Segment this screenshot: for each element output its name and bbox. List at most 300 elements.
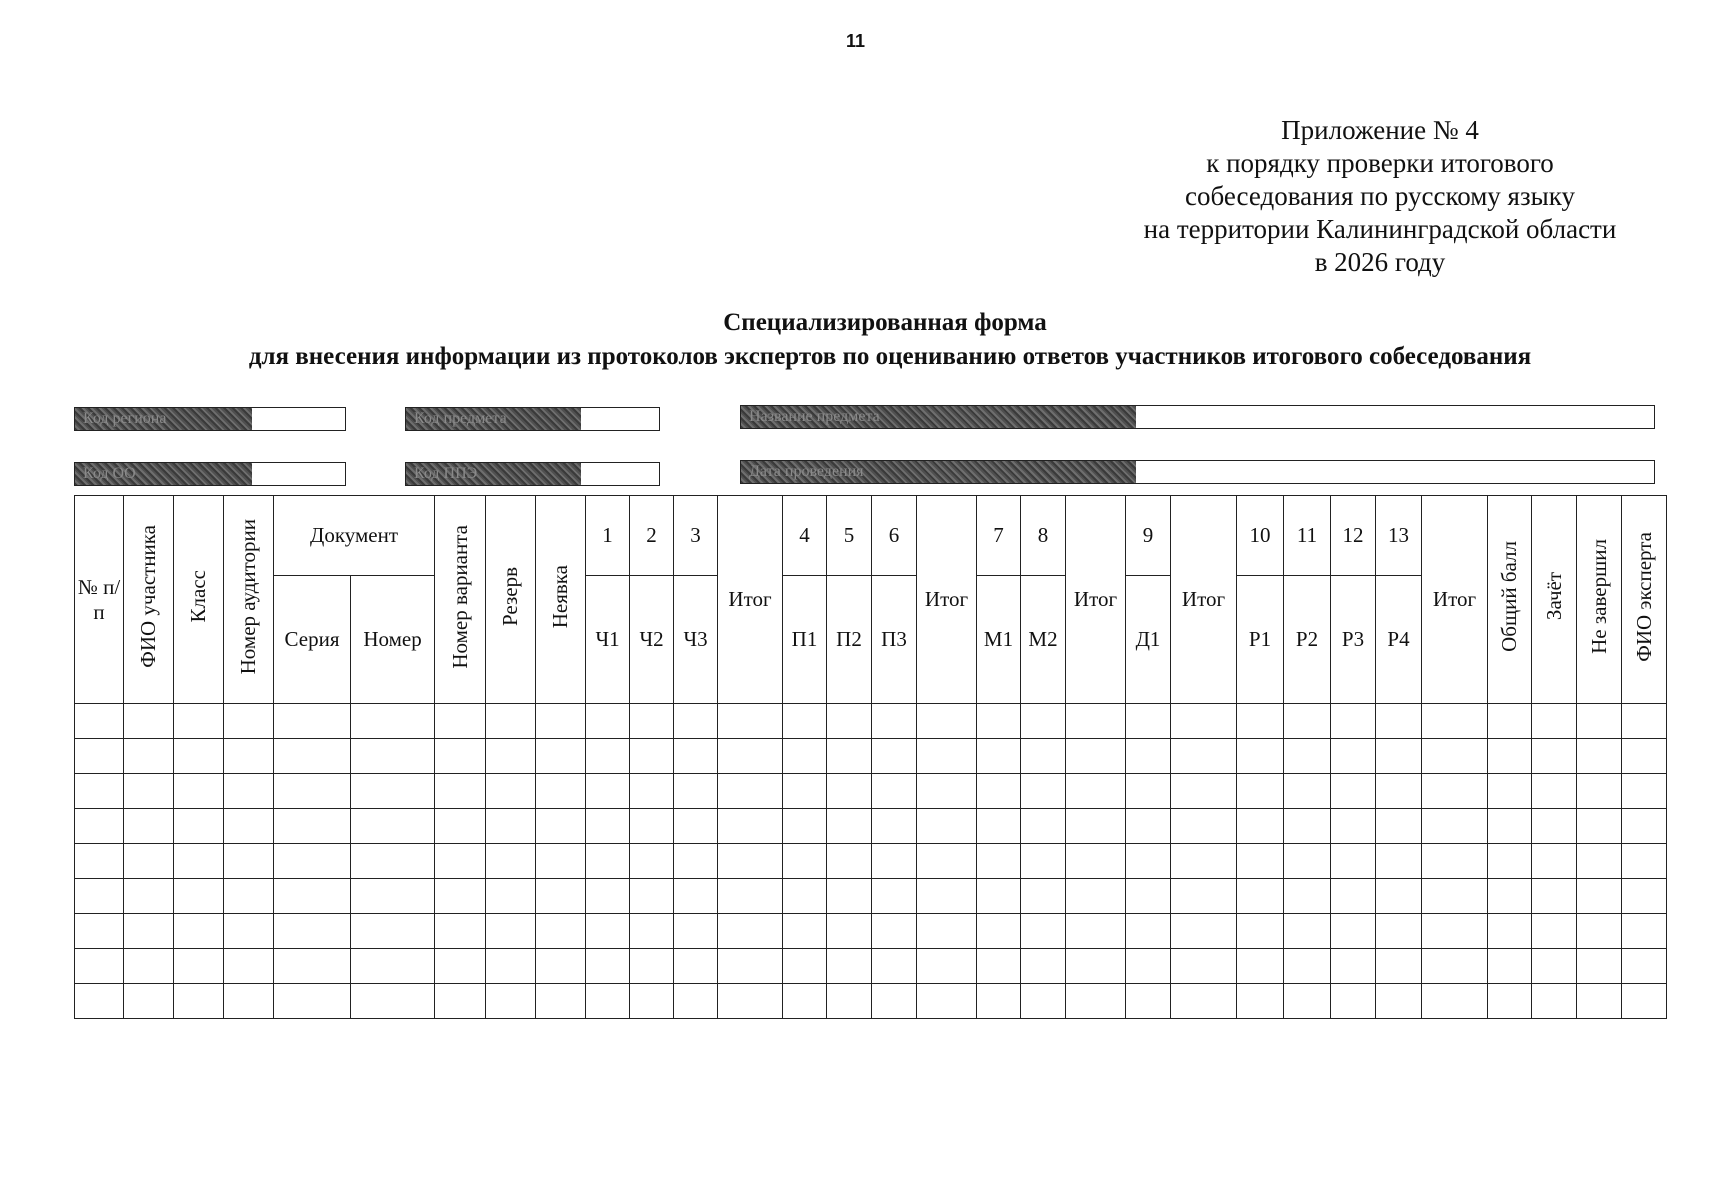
table-cell[interactable]	[486, 774, 536, 809]
table-cell[interactable]	[1622, 739, 1667, 774]
table-cell[interactable]	[586, 949, 630, 984]
header-r4: Р4	[1376, 576, 1422, 704]
table-cell[interactable]	[783, 879, 827, 914]
table-cell[interactable]	[75, 949, 124, 984]
table-cell[interactable]	[1171, 739, 1237, 774]
table-row	[75, 704, 1667, 739]
table-cell[interactable]	[435, 914, 486, 949]
table-cell[interactable]	[1331, 984, 1376, 1019]
table-cell[interactable]	[435, 984, 486, 1019]
table-cell[interactable]	[536, 914, 586, 949]
table-cell[interactable]	[586, 774, 630, 809]
table-cell[interactable]	[1021, 984, 1066, 1019]
table-cell[interactable]	[1126, 774, 1171, 809]
table-cell[interactable]	[75, 844, 124, 879]
table-cell[interactable]	[718, 739, 783, 774]
table-cell[interactable]	[1066, 984, 1126, 1019]
table-cell[interactable]	[1021, 739, 1066, 774]
table-cell[interactable]	[1171, 879, 1237, 914]
table-cell[interactable]	[1284, 809, 1331, 844]
table-cell[interactable]	[174, 809, 224, 844]
table-cell[interactable]	[1422, 984, 1488, 1019]
table-cell[interactable]	[1284, 914, 1331, 949]
table-cell[interactable]	[486, 914, 536, 949]
table-cell[interactable]	[872, 984, 917, 1019]
table-cell[interactable]	[536, 949, 586, 984]
table-cell[interactable]	[872, 914, 917, 949]
table-cell[interactable]	[224, 774, 274, 809]
table-cell[interactable]	[1021, 809, 1066, 844]
table-cell[interactable]	[1577, 809, 1622, 844]
table-cell[interactable]	[1488, 844, 1532, 879]
table-cell[interactable]	[1126, 879, 1171, 914]
table-cell[interactable]	[274, 739, 351, 774]
table-cell[interactable]	[124, 949, 174, 984]
table-cell[interactable]	[674, 774, 718, 809]
table-cell[interactable]	[1021, 774, 1066, 809]
table-cell[interactable]	[536, 809, 586, 844]
table-cell[interactable]	[674, 809, 718, 844]
table-cell[interactable]	[174, 914, 224, 949]
appendix-line: Приложение № 4	[1281, 115, 1479, 145]
table-cell[interactable]	[1331, 844, 1376, 879]
table-cell[interactable]	[1577, 844, 1622, 879]
table-cell[interactable]	[351, 774, 435, 809]
table-cell[interactable]	[977, 984, 1021, 1019]
table-cell[interactable]	[435, 774, 486, 809]
subject-name-field[interactable]	[740, 405, 1655, 429]
table-cell[interactable]	[1126, 809, 1171, 844]
appendix-block	[1120, 114, 1640, 279]
table-cell[interactable]	[827, 949, 872, 984]
table-cell[interactable]	[224, 739, 274, 774]
table-cell[interactable]	[1488, 949, 1532, 984]
table-cell[interactable]	[1532, 949, 1577, 984]
table-cell[interactable]	[1066, 844, 1126, 879]
table-cell[interactable]	[1066, 704, 1126, 739]
table-cell[interactable]	[1237, 704, 1284, 739]
table-cell[interactable]	[351, 949, 435, 984]
table-cell[interactable]	[435, 704, 486, 739]
table-cell[interactable]	[124, 774, 174, 809]
table-cell[interactable]	[783, 704, 827, 739]
table-cell[interactable]	[1376, 984, 1422, 1019]
table-cell[interactable]	[1066, 809, 1126, 844]
table-cell[interactable]	[1171, 984, 1237, 1019]
table-cell[interactable]	[174, 704, 224, 739]
table-cell[interactable]	[977, 949, 1021, 984]
table-cell[interactable]	[783, 914, 827, 949]
table-cell[interactable]	[75, 914, 124, 949]
table-cell[interactable]	[351, 879, 435, 914]
table-cell[interactable]	[783, 809, 827, 844]
oo-code-field[interactable]	[74, 462, 346, 486]
table-cell[interactable]	[630, 879, 674, 914]
table-cell[interactable]	[827, 984, 872, 1019]
table-cell[interactable]	[224, 984, 274, 1019]
table-cell[interactable]	[977, 844, 1021, 879]
table-cell[interactable]	[224, 844, 274, 879]
table-cell[interactable]	[75, 984, 124, 1019]
table-cell[interactable]	[75, 809, 124, 844]
table-cell[interactable]	[435, 739, 486, 774]
table-cell[interactable]	[351, 809, 435, 844]
table-cell[interactable]	[674, 844, 718, 879]
table-cell[interactable]	[872, 879, 917, 914]
table-cell[interactable]	[274, 844, 351, 879]
table-cell[interactable]	[977, 704, 1021, 739]
table-cell[interactable]	[1488, 809, 1532, 844]
table-cell[interactable]	[174, 774, 224, 809]
table-cell[interactable]	[1171, 844, 1237, 879]
table-cell[interactable]	[674, 879, 718, 914]
table-cell[interactable]	[917, 844, 977, 879]
table-cell[interactable]	[917, 879, 977, 914]
header-task-3: 3	[674, 496, 718, 576]
table-cell[interactable]	[174, 879, 224, 914]
header-itog-5: Итог	[1422, 496, 1488, 704]
table-cell[interactable]	[1622, 914, 1667, 949]
table-cell[interactable]	[1021, 704, 1066, 739]
table-cell[interactable]	[1237, 844, 1284, 879]
header-total-text: Общий балл	[1497, 541, 1522, 652]
table-cell[interactable]	[586, 879, 630, 914]
table-cell[interactable]	[1284, 949, 1331, 984]
table-cell[interactable]	[1577, 984, 1622, 1019]
header-variant-text: Номер варианта	[447, 524, 472, 669]
table-cell[interactable]	[1577, 704, 1622, 739]
table-cell[interactable]	[917, 914, 977, 949]
table-cell[interactable]	[630, 704, 674, 739]
table-cell[interactable]	[435, 809, 486, 844]
table-cell[interactable]	[1171, 704, 1237, 739]
table-cell[interactable]	[536, 984, 586, 1019]
table-cell[interactable]	[1376, 809, 1422, 844]
table-cell[interactable]	[274, 984, 351, 1019]
table-cell[interactable]	[1622, 844, 1667, 879]
table-cell[interactable]	[435, 949, 486, 984]
table-cell[interactable]	[536, 774, 586, 809]
table-cell[interactable]	[1532, 914, 1577, 949]
table-cell[interactable]	[1331, 809, 1376, 844]
table-cell[interactable]	[124, 844, 174, 879]
table-cell[interactable]	[630, 774, 674, 809]
table-cell[interactable]	[1532, 704, 1577, 739]
table-cell[interactable]	[674, 704, 718, 739]
table-cell[interactable]	[124, 879, 174, 914]
table-cell[interactable]	[977, 774, 1021, 809]
table-cell[interactable]	[1488, 879, 1532, 914]
table-cell[interactable]	[1376, 879, 1422, 914]
table-cell[interactable]	[827, 809, 872, 844]
date-field[interactable]	[740, 460, 1655, 484]
table-cell[interactable]	[224, 879, 274, 914]
table-cell[interactable]	[351, 984, 435, 1019]
table-cell[interactable]	[486, 949, 536, 984]
table-cell[interactable]	[630, 844, 674, 879]
table-cell[interactable]	[977, 809, 1021, 844]
table-cell[interactable]	[1021, 949, 1066, 984]
table-cell[interactable]	[351, 844, 435, 879]
table-cell[interactable]	[174, 984, 224, 1019]
table-cell[interactable]	[1422, 914, 1488, 949]
table-cell[interactable]	[872, 704, 917, 739]
table-cell[interactable]	[1577, 774, 1622, 809]
table-cell[interactable]	[718, 844, 783, 879]
table-cell[interactable]	[1622, 809, 1667, 844]
table-cell[interactable]	[1532, 739, 1577, 774]
table-cell[interactable]	[224, 949, 274, 984]
table-cell[interactable]	[1376, 704, 1422, 739]
table-cell[interactable]	[1171, 949, 1237, 984]
table-cell[interactable]	[586, 809, 630, 844]
table-cell[interactable]	[1066, 739, 1126, 774]
table-cell[interactable]	[1331, 774, 1376, 809]
table-cell[interactable]	[351, 739, 435, 774]
table-cell[interactable]	[718, 984, 783, 1019]
table-cell[interactable]	[1237, 879, 1284, 914]
table-cell[interactable]	[1422, 949, 1488, 984]
table-cell[interactable]	[1422, 774, 1488, 809]
table-cell[interactable]	[827, 879, 872, 914]
table-row	[75, 844, 1667, 879]
table-cell[interactable]	[1577, 914, 1622, 949]
table-cell[interactable]	[1331, 879, 1376, 914]
table-cell[interactable]	[1284, 739, 1331, 774]
table-cell[interactable]	[1532, 879, 1577, 914]
table-cell[interactable]	[486, 704, 536, 739]
table-cell[interactable]	[630, 984, 674, 1019]
table-cell[interactable]	[1331, 914, 1376, 949]
table-cell[interactable]	[1284, 984, 1331, 1019]
table-cell[interactable]	[827, 739, 872, 774]
table-cell[interactable]	[1331, 704, 1376, 739]
table-cell[interactable]	[1622, 949, 1667, 984]
table-cell[interactable]	[1532, 844, 1577, 879]
table-cell[interactable]	[586, 704, 630, 739]
table-cell[interactable]	[630, 914, 674, 949]
table-cell[interactable]	[718, 809, 783, 844]
region-code-field[interactable]	[74, 407, 346, 431]
table-cell[interactable]	[1237, 914, 1284, 949]
table-cell[interactable]	[1622, 879, 1667, 914]
table-cell[interactable]	[1422, 879, 1488, 914]
table-cell[interactable]	[1284, 844, 1331, 879]
header-absent	[536, 496, 586, 704]
table-cell[interactable]	[827, 914, 872, 949]
table-cell[interactable]	[977, 879, 1021, 914]
table-cell[interactable]	[224, 704, 274, 739]
table-cell[interactable]	[783, 774, 827, 809]
table-cell[interactable]	[486, 809, 536, 844]
table-cell[interactable]	[1376, 949, 1422, 984]
table-cell[interactable]	[124, 739, 174, 774]
table-cell[interactable]	[274, 809, 351, 844]
table-cell[interactable]	[917, 984, 977, 1019]
table-cell[interactable]	[1422, 704, 1488, 739]
table-cell[interactable]	[274, 949, 351, 984]
table-cell[interactable]	[274, 879, 351, 914]
table-cell[interactable]	[872, 844, 917, 879]
table-cell[interactable]	[1284, 704, 1331, 739]
table-cell[interactable]	[917, 809, 977, 844]
table-cell[interactable]	[1622, 774, 1667, 809]
table-cell[interactable]	[1532, 984, 1577, 1019]
table-cell[interactable]	[1422, 809, 1488, 844]
table-cell[interactable]	[1126, 844, 1171, 879]
table-cell[interactable]	[75, 879, 124, 914]
table-cell[interactable]	[75, 704, 124, 739]
table-cell[interactable]	[1488, 704, 1532, 739]
table-cell[interactable]	[1237, 984, 1284, 1019]
table-cell[interactable]	[1171, 774, 1237, 809]
table-cell[interactable]	[351, 704, 435, 739]
header-r1: Р1	[1237, 576, 1284, 704]
table-cell[interactable]	[718, 704, 783, 739]
table-cell[interactable]	[1622, 704, 1667, 739]
table-cell[interactable]	[1284, 879, 1331, 914]
table-cell[interactable]	[1126, 704, 1171, 739]
table-cell[interactable]	[486, 984, 536, 1019]
table-cell[interactable]	[718, 879, 783, 914]
table-cell[interactable]	[1237, 949, 1284, 984]
table-cell[interactable]	[586, 739, 630, 774]
table-cell[interactable]	[75, 774, 124, 809]
table-cell[interactable]	[274, 704, 351, 739]
table-cell[interactable]	[917, 704, 977, 739]
table-cell[interactable]	[224, 914, 274, 949]
table-cell[interactable]	[586, 914, 630, 949]
table-cell[interactable]	[783, 949, 827, 984]
table-cell[interactable]	[435, 844, 486, 879]
table-cell[interactable]	[1126, 914, 1171, 949]
table-cell[interactable]	[1171, 809, 1237, 844]
subject-name-label: Название предмета	[741, 406, 1136, 428]
table-cell[interactable]	[1532, 774, 1577, 809]
table-cell[interactable]	[274, 914, 351, 949]
table-cell[interactable]	[1376, 774, 1422, 809]
table-cell[interactable]	[486, 844, 536, 879]
table-cell[interactable]	[1021, 914, 1066, 949]
table-cell[interactable]	[977, 739, 1021, 774]
table-cell[interactable]	[1237, 739, 1284, 774]
table-cell[interactable]	[274, 774, 351, 809]
table-cell[interactable]	[124, 704, 174, 739]
table-cell[interactable]	[1066, 949, 1126, 984]
table-cell[interactable]	[1376, 844, 1422, 879]
table-cell[interactable]	[1532, 809, 1577, 844]
table-cell[interactable]	[917, 774, 977, 809]
table-cell[interactable]	[351, 914, 435, 949]
table-cell[interactable]	[124, 809, 174, 844]
table-cell[interactable]	[174, 739, 224, 774]
table-cell[interactable]	[1331, 949, 1376, 984]
header-d1: Д1	[1126, 576, 1171, 704]
table-cell[interactable]	[718, 949, 783, 984]
table-cell[interactable]	[174, 949, 224, 984]
table-cell[interactable]	[674, 914, 718, 949]
table-cell[interactable]	[174, 844, 224, 879]
table-cell[interactable]	[718, 914, 783, 949]
table-cell[interactable]	[1126, 984, 1171, 1019]
table-cell[interactable]	[1237, 774, 1284, 809]
table-cell[interactable]	[1331, 739, 1376, 774]
table-cell[interactable]	[486, 739, 536, 774]
table-cell[interactable]	[536, 844, 586, 879]
table-cell[interactable]	[1376, 739, 1422, 774]
table-cell[interactable]	[783, 984, 827, 1019]
table-cell[interactable]	[674, 739, 718, 774]
table-cell[interactable]	[674, 984, 718, 1019]
table-cell[interactable]	[1577, 949, 1622, 984]
table-cell[interactable]	[1066, 774, 1126, 809]
subject-code-field[interactable]	[405, 407, 660, 431]
table-cell[interactable]	[1488, 739, 1532, 774]
table-cell[interactable]	[536, 879, 586, 914]
table-cell[interactable]	[124, 984, 174, 1019]
table-cell[interactable]	[1066, 879, 1126, 914]
table-cell[interactable]	[783, 739, 827, 774]
table-cell[interactable]	[1488, 984, 1532, 1019]
table-cell[interactable]	[1066, 914, 1126, 949]
table-cell[interactable]	[486, 879, 536, 914]
table-cell[interactable]	[1021, 879, 1066, 914]
table-cell[interactable]	[630, 949, 674, 984]
table-cell[interactable]	[1422, 739, 1488, 774]
table-cell[interactable]	[435, 879, 486, 914]
table-cell[interactable]	[674, 949, 718, 984]
table-cell[interactable]	[827, 704, 872, 739]
table-cell[interactable]	[224, 809, 274, 844]
table-cell[interactable]	[1237, 809, 1284, 844]
table-row	[75, 914, 1667, 949]
table-cell[interactable]	[630, 739, 674, 774]
table-cell[interactable]	[1488, 914, 1532, 949]
table-cell[interactable]	[630, 809, 674, 844]
table-cell[interactable]	[827, 844, 872, 879]
table-cell[interactable]	[977, 914, 1021, 949]
table-cell[interactable]	[1126, 949, 1171, 984]
table-cell[interactable]	[718, 774, 783, 809]
table-cell[interactable]	[1171, 914, 1237, 949]
table-cell[interactable]	[1126, 739, 1171, 774]
table-cell[interactable]	[124, 914, 174, 949]
table-cell[interactable]	[1021, 844, 1066, 879]
table-cell[interactable]	[536, 704, 586, 739]
table-cell[interactable]	[1376, 914, 1422, 949]
table-cell[interactable]	[872, 809, 917, 844]
table-cell[interactable]	[917, 739, 977, 774]
table-cell[interactable]	[1577, 739, 1622, 774]
table-cell[interactable]	[1622, 984, 1667, 1019]
header-m1: М1	[977, 576, 1021, 704]
table-cell[interactable]	[586, 844, 630, 879]
table-cell[interactable]	[872, 774, 917, 809]
table-cell[interactable]	[1577, 879, 1622, 914]
table-cell[interactable]	[917, 949, 977, 984]
table-cell[interactable]	[536, 739, 586, 774]
table-cell[interactable]	[586, 984, 630, 1019]
ppe-code-field[interactable]	[405, 462, 660, 486]
table-cell[interactable]	[827, 774, 872, 809]
table-cell[interactable]	[75, 739, 124, 774]
table-cell[interactable]	[1284, 774, 1331, 809]
table-cell[interactable]	[783, 844, 827, 879]
table-cell[interactable]	[1422, 844, 1488, 879]
table-cell[interactable]	[872, 949, 917, 984]
table-cell[interactable]	[1488, 774, 1532, 809]
table-cell[interactable]	[872, 739, 917, 774]
